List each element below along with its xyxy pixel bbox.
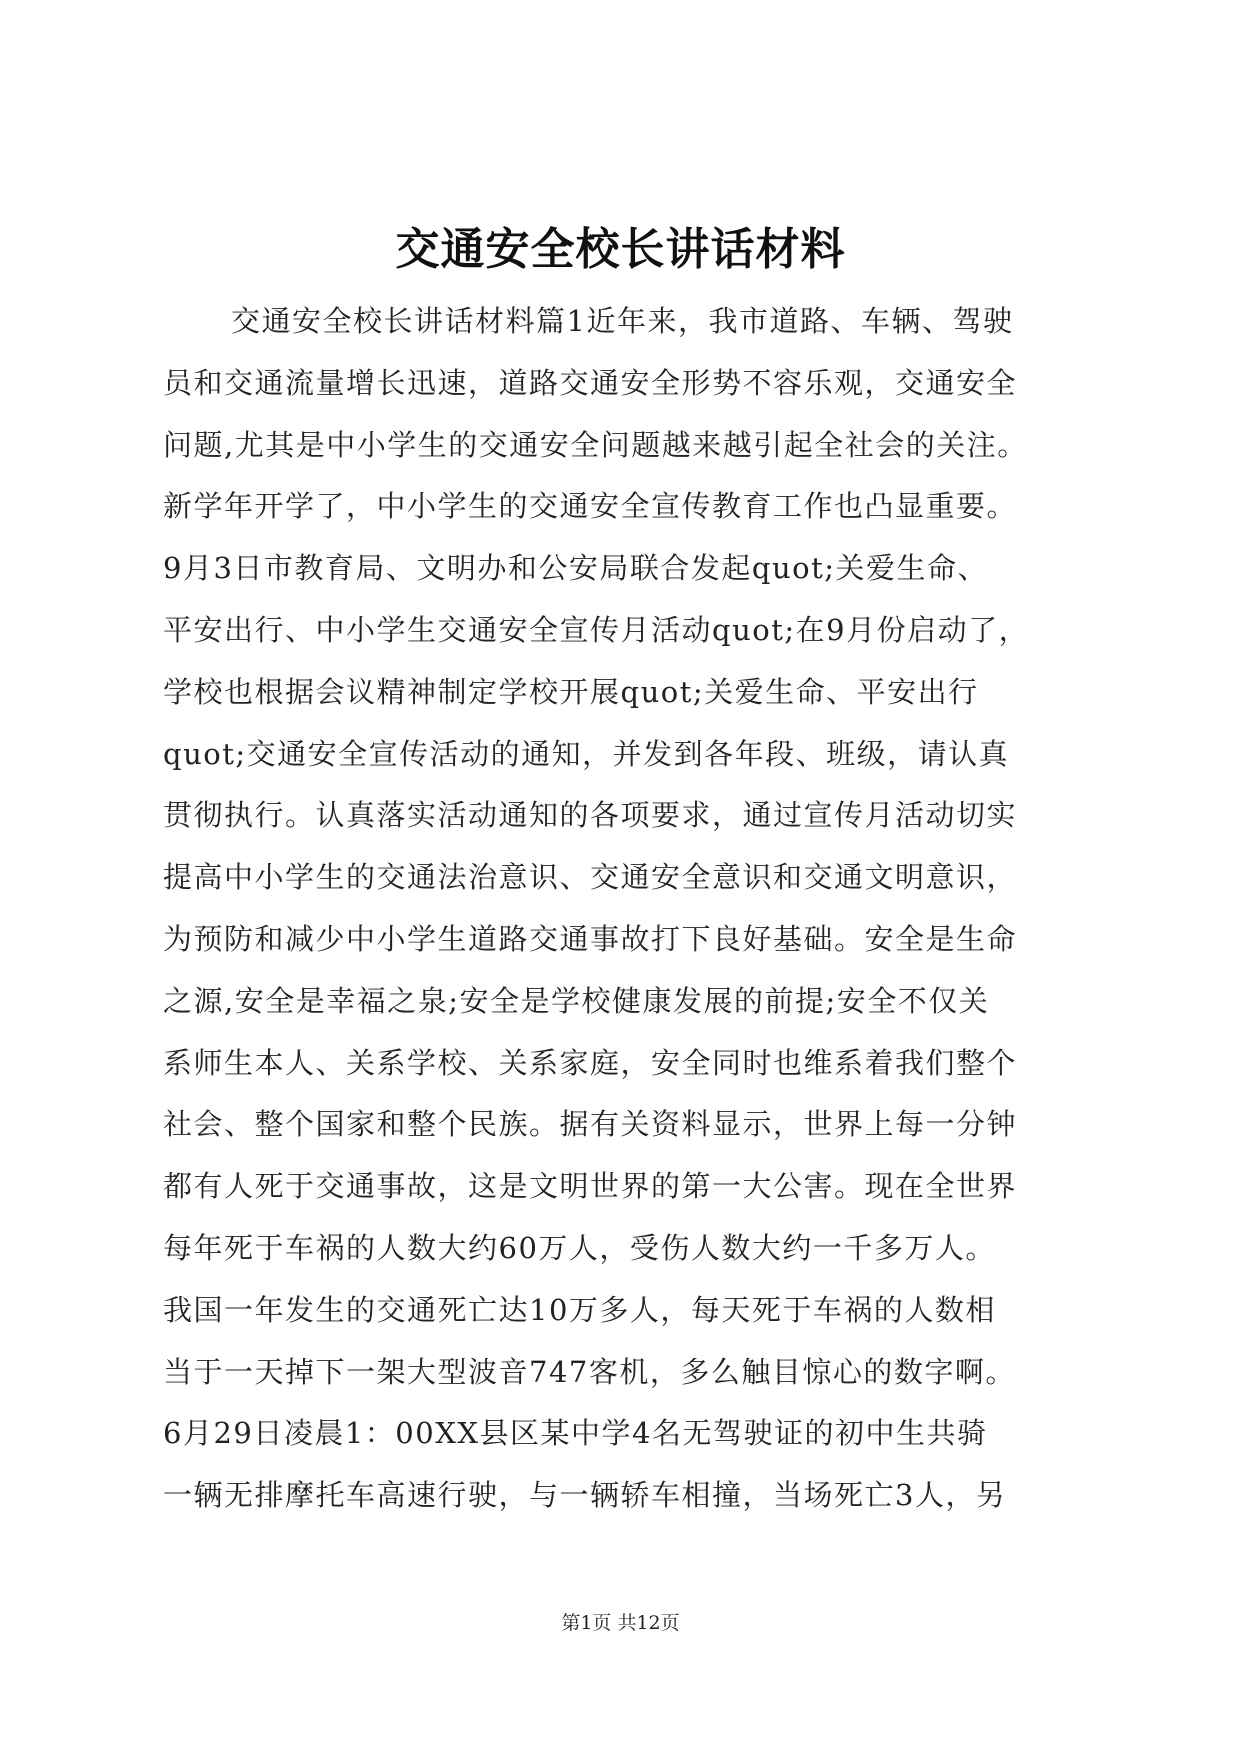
text-line: 问题,尤其是中小学生的交通安全问题越来越引起全社会的关注。 [163,427,1028,462]
text-line: 当于一天掉下一架大型波音747客机，多么触目惊心的数字啊。 [163,1354,1016,1389]
text-line: 一辆无排摩托车高速行驶，与一辆轿车相撞，当场死亡3人，另 [163,1478,1007,1513]
page-number-footer: 第1页 共12页 [561,1612,680,1634]
body-paragraph [163,291,1093,1527]
document-title: 交通安全校长讲话材料 [395,224,846,275]
text-line: 贯彻执行。认真落实活动通知的各项要求，通过宣传月活动切实 [163,798,1018,833]
text-line: 之源,安全是幸福之泉;安全是学校健康发展的前提;安全不仅关 [163,983,990,1018]
text-line: 系师生本人、关系学校、关系家庭，安全同时也维系着我们整个 [163,1045,1018,1080]
text-line: 每年死于车祸的人数大约60万人，受伤人数大约一千多万人。 [163,1230,996,1265]
text-line: 新学年开学了，中小学生的交通安全宣传教育工作也凸显重要。 [163,489,1018,524]
text-line: 我国一年发生的交通死亡达10万多人，每天死于车祸的人数相 [163,1292,996,1327]
text-line: 提高中小学生的交通法治意识、交通安全意识和交通文明意识， [163,860,1018,895]
text-line: 为预防和减少中小学生道路交通事故打下良好基础。安全是生命 [163,921,1018,956]
text-line: 都有人死于交通事故，这是文明世界的第一大公害。现在全世界 [163,1169,1018,1204]
text-line: 学校也根据会议精神制定学校开展quot;关爱生命、平安出行 [163,674,979,709]
text-line: 平安出行、中小学生交通安全宣传月活动quot;在9月份启动了， [163,612,1030,647]
text-line: 交通安全校长讲话材料篇1近年来，我市道路、车辆、驾驶 [231,304,1014,338]
text-line: 社会、整个国家和整个民族。据有关资料显示，世界上每一分钟 [163,1107,1018,1142]
text-line: 9月3日市教育局、文明办和公安局联合发起quot;关爱生命、 [163,551,989,586]
text-line: 6月29日凌晨1：00XX县区某中学4名无驾驶证的初中生共骑 [163,1416,988,1451]
text-line: 员和交通流量增长迅速，道路交通安全形势不容乐观，交通安全 [163,365,1018,400]
text-line: quot;交通安全宣传活动的通知，并发到各年段、班级，请认真 [163,736,1010,771]
